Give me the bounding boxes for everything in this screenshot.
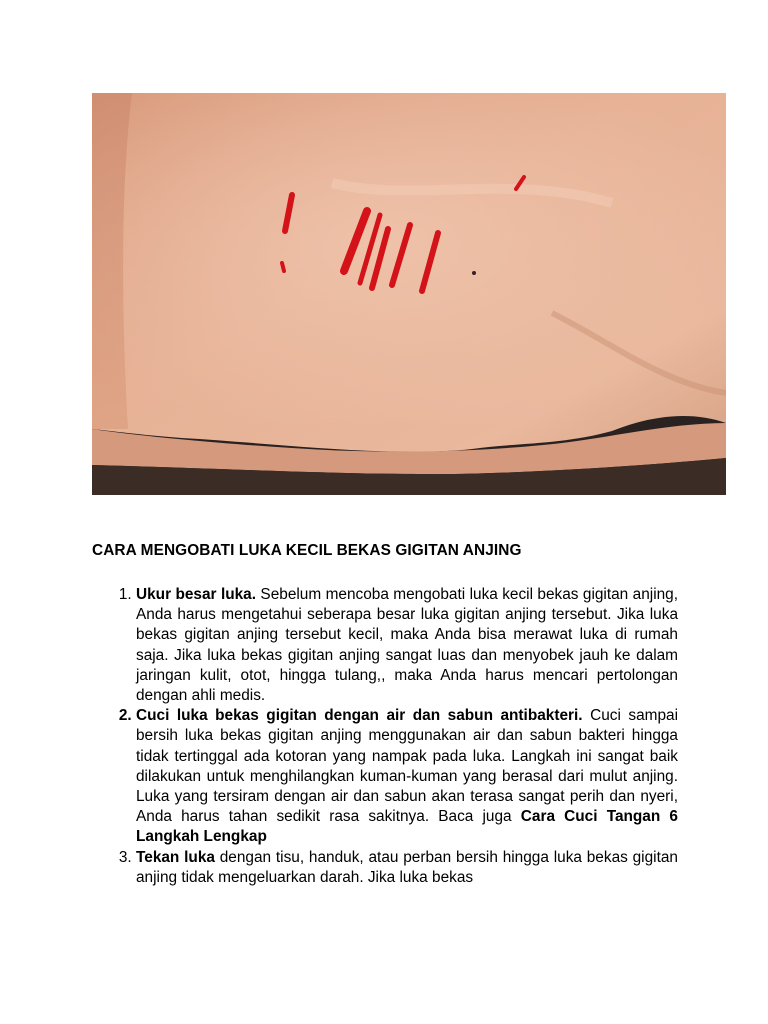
- photo-illustration: [92, 93, 726, 495]
- article-title: CARA MENGOBATI LUKA KECIL BEKAS GIGITAN ANJING: [92, 542, 522, 559]
- list-item: [136, 848, 678, 888]
- step-body: Cuci sampai bersih luka bekas gigitan anjing menggunakan air dan sabun bakteri hingga tidak tertinggal ada kotoran yang nampak pada luka. Langkah ini sangat baik dilakukan untuk menghilangkan kuman-kuman yang berasal dari mulut anjing. Luka yang tersiram dengan air dan sabun akan terasa sangat perih dan nyeri, Anda harus tahan sedikit rasa sakitnya. Baca juga: [136, 707, 678, 826]
- step-body: Sebelum mencoba mengobati luka kecil bekas gigitan anjing, Anda harus mengetahui seberapa besar luka gigitan anjing tersebut. Jika luka bekas gigitan anjing tersebut kecil, maka Anda bisa merawat luka di rumah saja. Jika luka bekas gigitan anjing sangat luas dan menyobek jauh ke dalam jaringan kulit, otot, hingga tulang,, maka Anda harus mencari pertolongan dengan ahli medis.: [136, 586, 679, 705]
- hand-bite-wound-photo: [92, 93, 726, 495]
- step-lead: Cuci luka bekas gigitan dengan air dan sabun antibakteri.: [136, 707, 583, 725]
- step-lead: Ukur besar luka.: [136, 586, 257, 603]
- list-item: [136, 585, 678, 706]
- step-body: dengan tisu, handuk, atau perban bersih hingga luka bekas gigitan anjing tidak mengeluarkan darah. Jika luka bekas: [136, 848, 678, 886]
- related-article-link[interactable]: Cara Cuci Tangan 6 Langkah Lengkap: [136, 808, 678, 846]
- steps-list: [0, 585, 678, 888]
- step-lead: Tekan luka: [136, 848, 215, 866]
- list-item: [136, 706, 678, 847]
